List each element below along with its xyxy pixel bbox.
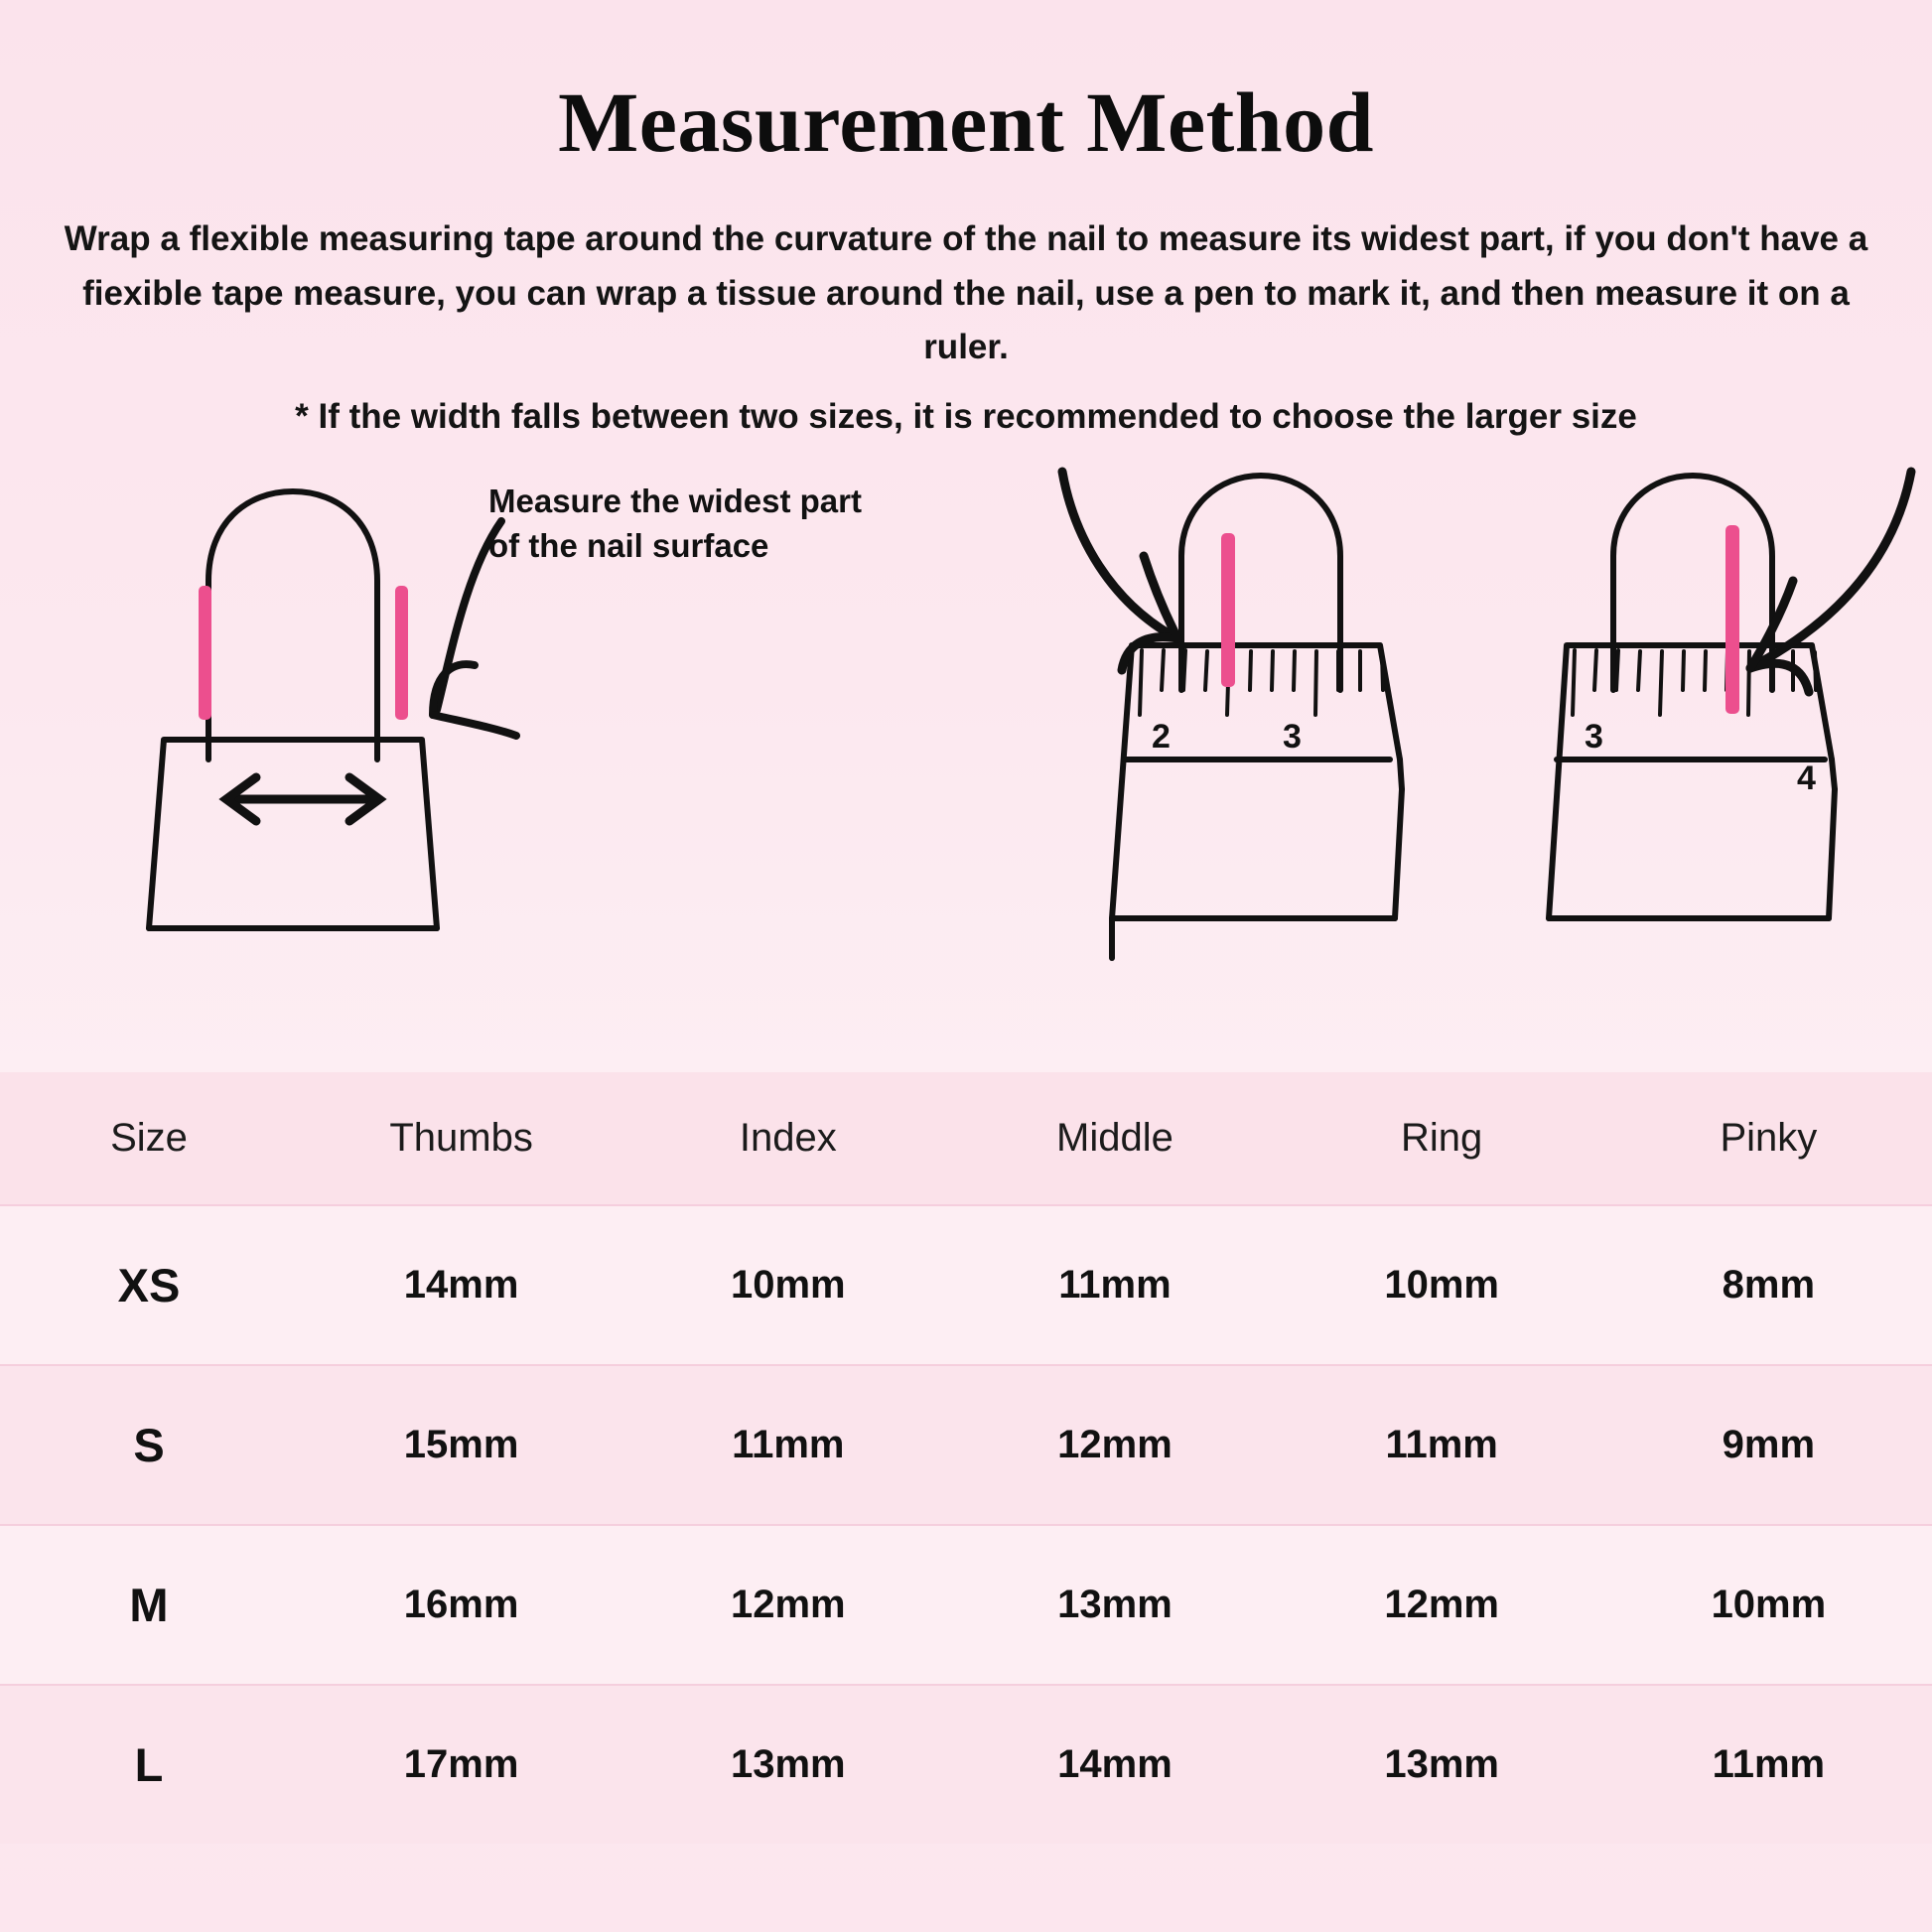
instructions-note: * If the width falls between two sizes, it is recommended to choose the larger size bbox=[295, 397, 1637, 437]
cell-thumbs: 15mm bbox=[298, 1365, 624, 1525]
cell-ring: 13mm bbox=[1279, 1685, 1605, 1844]
finger-diagram-middle bbox=[1052, 462, 1469, 978]
cell-ring: 10mm bbox=[1279, 1205, 1605, 1365]
cell-index: 12mm bbox=[624, 1525, 951, 1685]
instructions-paragraph bbox=[53, 212, 1879, 444]
cell-size: XS bbox=[0, 1205, 298, 1365]
page-title: Measurement Method bbox=[558, 74, 1374, 170]
ruler-label-3: 3 bbox=[1585, 718, 1603, 757]
column-header-size: Size bbox=[0, 1072, 298, 1205]
cell-pinky: 8mm bbox=[1605, 1205, 1932, 1365]
illustration-group bbox=[0, 462, 1932, 978]
ruler-label-4: 4 bbox=[1797, 759, 1816, 798]
cell-ring: 11mm bbox=[1279, 1365, 1605, 1525]
table-row bbox=[0, 1365, 1932, 1525]
callout-line-1: Measure the widest part bbox=[488, 483, 862, 520]
cell-pinky: 10mm bbox=[1605, 1525, 1932, 1685]
nail-edge-marker-right bbox=[395, 586, 408, 720]
column-header-ring: Ring bbox=[1279, 1072, 1605, 1205]
cell-size: M bbox=[0, 1525, 298, 1685]
column-header-middle: Middle bbox=[951, 1072, 1278, 1205]
cell-middle: 11mm bbox=[951, 1205, 1278, 1365]
cell-size: S bbox=[0, 1365, 298, 1525]
size-table-wrap bbox=[0, 1072, 1932, 1844]
cell-index: 11mm bbox=[624, 1365, 951, 1525]
cell-middle: 14mm bbox=[951, 1685, 1278, 1844]
cell-ring: 12mm bbox=[1279, 1525, 1605, 1685]
cell-index: 13mm bbox=[624, 1685, 951, 1844]
instructions-text: Wrap a flexible measuring tape around the curvature of the nail to measure its widest part, if you don't have a fiexible tape measure, you can wrap a tissue around the nail, use a pen to mark it, and then measure it on a ruler. bbox=[64, 219, 1868, 366]
pointer-arrow-middle-icon bbox=[1062, 472, 1177, 670]
callout-label bbox=[488, 480, 862, 568]
cell-middle: 13mm bbox=[951, 1525, 1278, 1685]
cell-index: 10mm bbox=[624, 1205, 951, 1365]
nail-edge-marker-left bbox=[199, 586, 211, 720]
cell-pinky: 11mm bbox=[1605, 1685, 1932, 1844]
table-header-row bbox=[0, 1072, 1932, 1205]
callout-line-2: of the nail surface bbox=[488, 526, 769, 564]
table-row bbox=[0, 1685, 1932, 1844]
width-arrow-icon bbox=[226, 777, 379, 821]
column-header-pinky: Pinky bbox=[1605, 1072, 1932, 1205]
cell-middle: 12mm bbox=[951, 1365, 1278, 1525]
ruler-label-2: 2 bbox=[1152, 718, 1171, 757]
size-table-body bbox=[0, 1205, 1932, 1844]
finger-diagram-right bbox=[1509, 462, 1926, 978]
column-header-thumbs: Thumbs bbox=[298, 1072, 624, 1205]
ruler-label-3: 3 bbox=[1283, 718, 1302, 757]
measure-marker-right bbox=[1725, 525, 1739, 714]
cell-thumbs: 14mm bbox=[298, 1205, 624, 1365]
column-header-index: Index bbox=[624, 1072, 951, 1205]
cell-thumbs: 17mm bbox=[298, 1685, 624, 1844]
cell-size: L bbox=[0, 1685, 298, 1844]
measure-marker-middle bbox=[1221, 533, 1235, 687]
size-table-head bbox=[0, 1072, 1932, 1205]
ruler-ticks-middle bbox=[1140, 650, 1383, 715]
size-table bbox=[0, 1072, 1932, 1844]
cell-thumbs: 16mm bbox=[298, 1525, 624, 1685]
cell-pinky: 9mm bbox=[1605, 1365, 1932, 1525]
table-row bbox=[0, 1525, 1932, 1685]
table-row bbox=[0, 1205, 1932, 1365]
